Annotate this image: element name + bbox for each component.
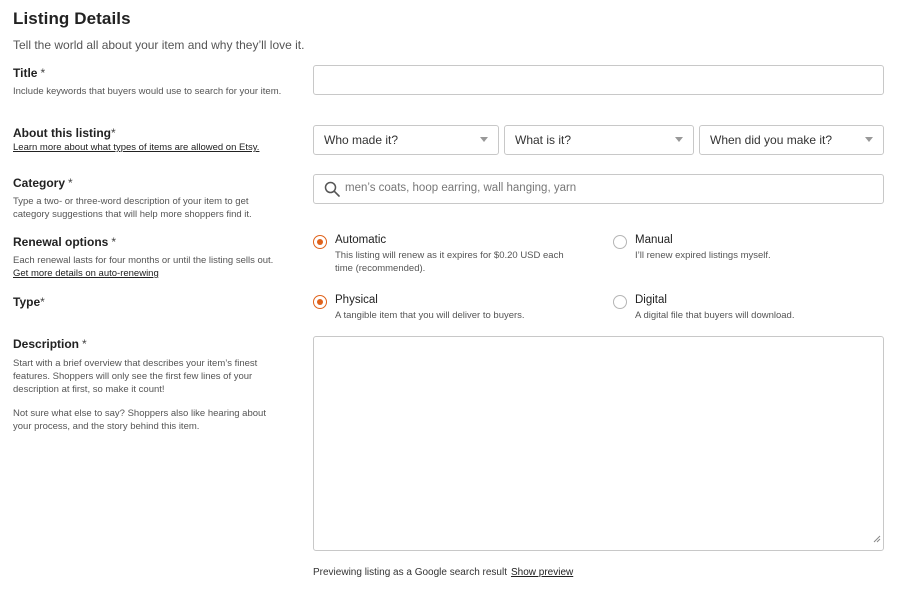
category-placeholder: men’s coats, hoop earring, wall hanging, yarn xyxy=(345,182,577,194)
select-value: Who made it? xyxy=(324,133,399,147)
caret-down-icon xyxy=(865,137,873,142)
select-value: What is it? xyxy=(515,133,572,147)
show-preview-link[interactable]: Show preview xyxy=(510,567,574,578)
required-marker: * xyxy=(82,337,87,351)
category-help: Type a two- or three-word description of your item to get category suggestions that will help more shoppers find it. xyxy=(13,196,252,220)
type-label: Type xyxy=(13,295,41,309)
title-input[interactable] xyxy=(313,65,884,95)
who-made-it-select[interactable] xyxy=(313,125,499,155)
radio-title: Manual xyxy=(635,234,673,246)
required-marker: * xyxy=(40,295,45,309)
what-is-it-select[interactable] xyxy=(504,125,694,155)
select-value: When did you make it? xyxy=(710,133,833,147)
radio-description: I’ll renew expired listings myself. xyxy=(635,250,771,261)
description-help-overview: Start with a brief overview that describes your item’s finest features. Shoppers will only see the first few lines of your description at first, so make it count! xyxy=(13,358,258,395)
about-allowed-items-link[interactable]: Learn more about what types of items are allowed on Etsy. xyxy=(13,142,260,153)
caret-down-icon xyxy=(675,137,683,142)
radio-title: Physical xyxy=(335,294,378,306)
radio-description: A tangible item that you will deliver to buyers. xyxy=(335,310,525,321)
radio-title: Automatic xyxy=(335,234,387,246)
required-marker: * xyxy=(111,126,116,140)
search-icon xyxy=(324,181,340,202)
about-label: About this listing xyxy=(13,126,111,140)
radio-selected-icon[interactable] xyxy=(313,295,327,309)
description-textarea[interactable] xyxy=(313,336,884,551)
required-marker: * xyxy=(68,176,73,190)
section-header xyxy=(13,9,304,52)
radio-title: Digital xyxy=(635,294,667,306)
required-marker: * xyxy=(40,66,46,80)
title-help: Include keywords that buyers would use to search for your item. xyxy=(13,86,282,97)
about-label-block xyxy=(13,126,288,153)
preview-text: Previewing listing as a Google search result xyxy=(313,567,507,578)
renewal-label-block xyxy=(13,235,288,280)
radio-description: A digital file that buyers will download. xyxy=(635,310,795,321)
preview-row xyxy=(313,567,573,578)
radio-unselected-icon[interactable] xyxy=(613,295,627,309)
renewal-label: Renewal options xyxy=(13,235,109,249)
type-label-block xyxy=(13,295,288,309)
radio-unselected-icon[interactable] xyxy=(613,235,627,249)
page-title: Listing Details xyxy=(13,9,131,28)
description-label-block xyxy=(13,337,288,433)
category-label: Category xyxy=(13,176,66,190)
page-subtitle: Tell the world all about your item and why they’ll love it. xyxy=(13,38,305,52)
when-made-select[interactable] xyxy=(699,125,884,155)
radio-description: This listing will renew as it expires for $0.20 USD each time (recommended). xyxy=(335,250,564,274)
title-label: Title xyxy=(13,66,38,80)
description-help-process: Not sure what else to say? Shoppers also like hearing about your process, and the story behind this item. xyxy=(13,408,266,432)
radio-selected-icon[interactable] xyxy=(313,235,327,249)
description-label: Description xyxy=(13,337,80,351)
category-label-block xyxy=(13,176,288,221)
title-label-block xyxy=(13,66,288,98)
category-search-input[interactable] xyxy=(313,174,884,204)
auto-renew-details-link[interactable]: Get more details on auto-renewing xyxy=(13,268,159,279)
resize-handle-icon[interactable] xyxy=(873,530,881,548)
renewal-help: Each renewal lasts for four months or until the listing sells out. xyxy=(13,255,274,266)
caret-down-icon xyxy=(480,137,488,142)
required-marker: * xyxy=(111,235,117,249)
